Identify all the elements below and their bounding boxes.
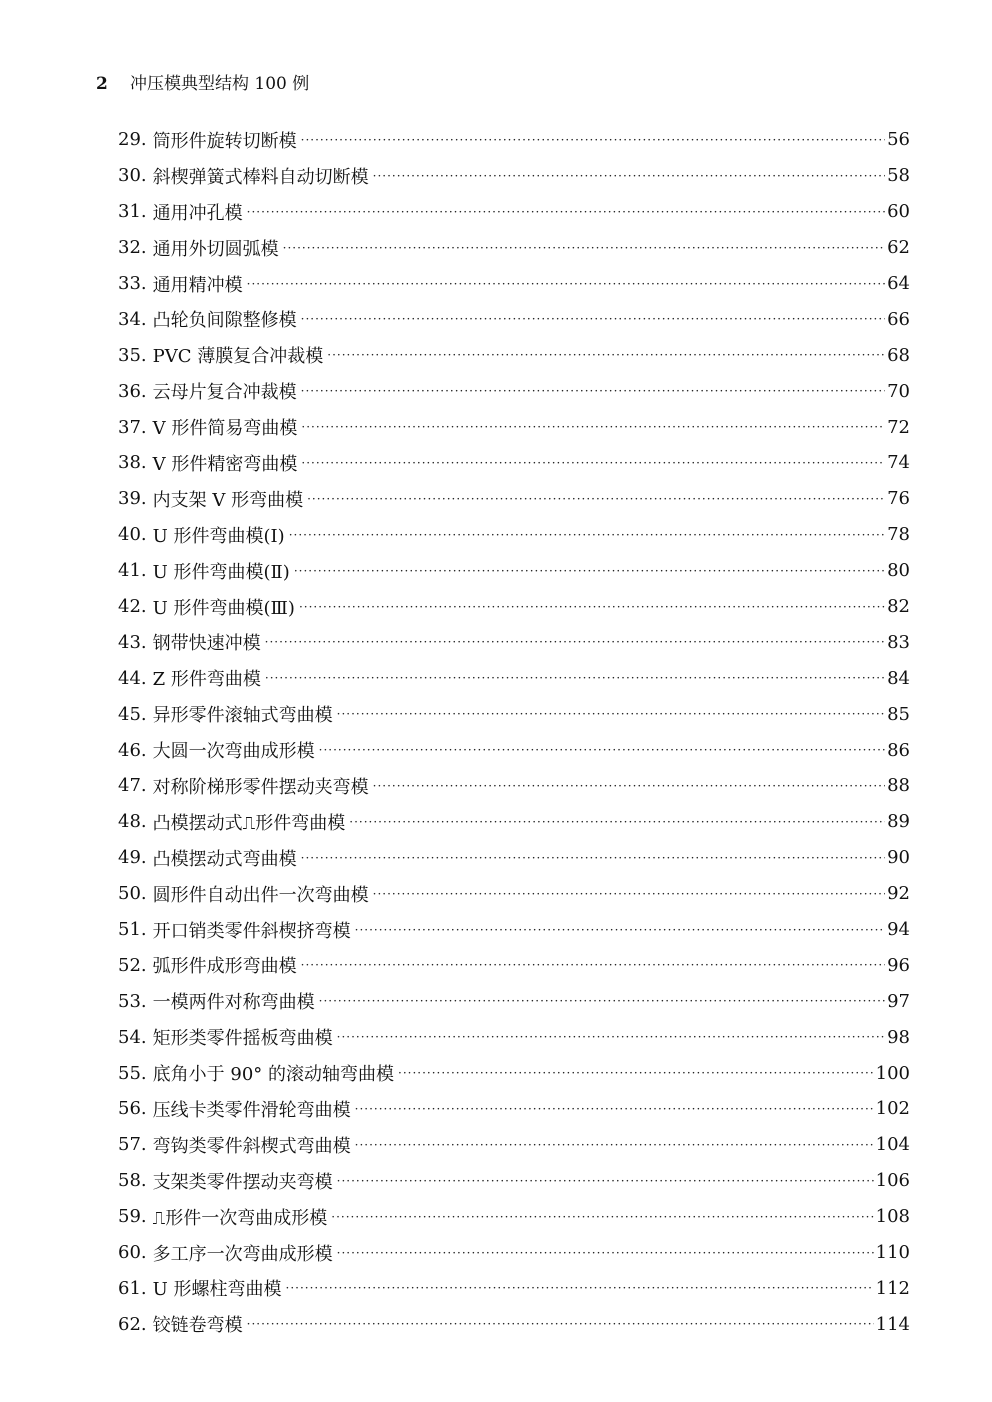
toc-entry-page: 104 [875, 1134, 910, 1156]
toc-entry[interactable] [118, 876, 910, 912]
toc-entry[interactable] [118, 1019, 910, 1055]
toc-entry-number: 59. [118, 1206, 147, 1228]
table-of-contents [118, 122, 910, 1342]
toc-entry-number: 49. [118, 847, 147, 869]
toc-entry-page: 100 [875, 1062, 910, 1084]
dot-leader [294, 564, 885, 578]
toc-entry-title: 一模两件对称弯曲模 [152, 992, 315, 1014]
toc-entry[interactable] [118, 517, 910, 553]
toc-entry-title: 通用外切圆弧模 [152, 238, 279, 260]
dot-leader [265, 671, 885, 685]
toc-entry-page: 66 [887, 308, 910, 330]
toc-entry-number: 31. [118, 201, 147, 223]
toc-entry-page: 94 [887, 919, 910, 941]
toc-entry[interactable] [118, 301, 910, 337]
toc-entry[interactable] [118, 840, 910, 876]
dot-leader [265, 635, 885, 649]
toc-entry-title: 底角小于 90° 的滚动轴弯曲模 [152, 1064, 394, 1086]
toc-entry-title: 开口销类零件斜楔挤弯模 [152, 920, 351, 942]
toc-entry[interactable] [118, 230, 910, 266]
dot-leader [398, 1066, 874, 1080]
toc-entry[interactable] [118, 732, 910, 768]
toc-entry-page: 108 [875, 1206, 910, 1228]
toc-entry-number: 60. [118, 1242, 147, 1264]
toc-entry-page: 68 [887, 344, 910, 366]
toc-entry[interactable] [118, 158, 910, 194]
toc-entry-number: 40. [118, 524, 147, 546]
dot-leader [337, 707, 885, 721]
toc-entry-title: 圆形件自动出件一次弯曲模 [152, 884, 369, 906]
dot-leader [301, 384, 885, 398]
page-number: 2 [96, 74, 108, 94]
toc-entry-title: 云母片复合冲裁模 [152, 382, 297, 404]
toc-entry[interactable] [118, 409, 910, 445]
toc-entry[interactable] [118, 373, 910, 409]
toc-entry-number: 51. [118, 919, 147, 941]
toc-entry-number: 54. [118, 1026, 147, 1048]
dot-leader [307, 492, 885, 506]
toc-entry-page: 86 [887, 739, 910, 761]
dot-leader [301, 133, 885, 147]
toc-entry-page: 112 [875, 1277, 910, 1299]
dot-leader [301, 958, 885, 972]
toc-entry-page: 64 [887, 273, 910, 294]
toc-entry-title: U 形螺柱弯曲模 [152, 1279, 282, 1301]
toc-entry[interactable] [118, 481, 910, 517]
toc-entry[interactable] [118, 194, 910, 230]
toc-entry-page: 80 [887, 560, 910, 582]
toc-entry[interactable] [118, 553, 910, 589]
toc-entry[interactable] [118, 445, 910, 481]
toc-entry-number: 38. [118, 452, 147, 474]
toc-entry-page: 114 [875, 1313, 910, 1335]
toc-entry[interactable] [118, 122, 910, 158]
toc-entry-page: 98 [887, 1026, 910, 1048]
toc-entry-page: 88 [887, 775, 910, 797]
dot-leader [283, 241, 885, 255]
toc-entry-number: 52. [118, 954, 147, 976]
toc-entry-title: 压线卡类零件滑轮弯曲模 [152, 1099, 351, 1121]
dot-leader [319, 743, 885, 757]
toc-entry[interactable] [118, 624, 910, 660]
dot-leader [373, 887, 885, 901]
toc-entry[interactable] [118, 1055, 910, 1091]
dot-leader [247, 277, 885, 291]
toc-entry-number: 50. [118, 883, 147, 905]
toc-entry-title: 筒形件旋转切断模 [152, 130, 297, 152]
toc-entry-title: 凸模摆动式⎍形件弯曲模 [152, 812, 346, 834]
toc-entry-number: 36. [118, 380, 147, 402]
toc-entry-page: 97 [887, 990, 910, 1012]
dot-leader [299, 600, 885, 614]
toc-entry[interactable] [118, 589, 910, 625]
toc-entry-page: 60 [887, 201, 910, 223]
toc-entry-number: 34. [118, 308, 147, 330]
toc-entry-page: 106 [875, 1170, 910, 1192]
dot-leader [337, 1246, 874, 1260]
toc-entry-page: 82 [887, 596, 910, 618]
toc-entry[interactable] [118, 947, 910, 983]
toc-entry-title: 矩形类零件摇板弯曲模 [152, 1028, 333, 1050]
toc-entry-number: 33. [118, 273, 147, 294]
toc-entry-number: 35. [118, 344, 147, 366]
dot-leader [373, 779, 885, 793]
toc-entry-number: 32. [118, 237, 147, 259]
toc-entry-page: 58 [887, 165, 910, 187]
toc-entry-number: 46. [118, 739, 147, 761]
toc-entry-title: 弧形件成形弯曲模 [152, 956, 297, 978]
toc-entry-page: 78 [887, 524, 910, 546]
toc-entry[interactable] [118, 1163, 910, 1199]
toc-entry-page: 92 [887, 883, 910, 905]
toc-entry[interactable] [118, 266, 910, 302]
toc-entry[interactable] [118, 1271, 910, 1307]
toc-entry-number: 61. [118, 1277, 147, 1299]
toc-entry-title: 通用精冲模 [152, 274, 243, 296]
toc-entry[interactable] [118, 768, 910, 804]
toc-entry-number: 41. [118, 560, 147, 582]
toc-entry-page: 96 [887, 954, 910, 976]
toc-entry-page: 70 [887, 380, 910, 402]
dot-leader [355, 923, 885, 937]
toc-entry-number: 47. [118, 775, 147, 797]
toc-entry[interactable] [118, 1127, 910, 1163]
toc-entry[interactable] [118, 804, 910, 840]
toc-entry-page: 90 [887, 847, 910, 869]
dot-leader [337, 1174, 874, 1188]
toc-entry-page: 74 [887, 452, 910, 474]
toc-entry-number: 57. [118, 1134, 147, 1156]
toc-entry[interactable] [118, 696, 910, 732]
dot-leader [327, 348, 885, 362]
dot-leader [355, 1102, 874, 1116]
toc-entry-title: V 形件精密弯曲模 [152, 453, 298, 475]
toc-entry-title: 弯钩类零件斜楔式弯曲模 [152, 1135, 351, 1157]
dot-leader [301, 456, 885, 470]
toc-entry-title: PVC 薄膜复合冲裁模 [152, 346, 324, 368]
toc-entry-title: Z 形件弯曲模 [152, 669, 261, 691]
toc-entry-page: 72 [887, 416, 910, 438]
toc-entry-number: 55. [118, 1062, 147, 1084]
toc-entry-page: 85 [887, 703, 910, 725]
page-header [96, 72, 309, 96]
dot-leader [247, 1317, 874, 1331]
toc-entry[interactable] [118, 912, 910, 948]
toc-entry-title: V 形件简易弯曲模 [152, 418, 298, 440]
toc-entry-page: 89 [887, 811, 910, 833]
toc-entry-title: U 形件弯曲模(Ⅲ) [152, 597, 295, 619]
dot-leader [373, 169, 885, 183]
toc-entry-number: 37. [118, 416, 147, 438]
toc-entry-number: 62. [118, 1313, 147, 1335]
toc-entry-number: 42. [118, 596, 147, 618]
toc-entry-page: 110 [875, 1242, 910, 1264]
toc-entry-page: 102 [875, 1098, 910, 1120]
dot-leader [301, 312, 885, 326]
book-title: 冲压模典型结构 100 例 [130, 74, 310, 94]
toc-entry-title: 内支架 V 形弯曲模 [152, 489, 304, 511]
toc-entry-number: 44. [118, 667, 147, 689]
dot-leader [289, 528, 885, 542]
dot-leader [319, 994, 885, 1008]
dot-leader [337, 1030, 885, 1044]
toc-entry-number: 48. [118, 811, 147, 833]
toc-entry[interactable] [118, 1199, 910, 1235]
toc-entry-title: 钢带快速冲模 [152, 633, 261, 655]
dot-leader [301, 420, 885, 434]
toc-entry-title: 凸轮负间隙整修模 [152, 310, 297, 332]
dot-leader [247, 205, 885, 219]
toc-entry-title: 斜楔弹簧式棒料自动切断模 [152, 166, 369, 188]
toc-entry-title: U 形件弯曲模(Ⅱ) [152, 561, 290, 583]
dot-leader [349, 815, 885, 829]
toc-entry-title: 支架类零件摆动夹弯模 [152, 1171, 333, 1193]
toc-entry-title: 凸模摆动式弯曲模 [152, 848, 297, 870]
toc-entry-title: U 形件弯曲模(Ⅰ) [152, 525, 285, 547]
toc-entry[interactable] [118, 660, 910, 696]
toc-entry-title: 通用冲孔模 [152, 202, 243, 224]
toc-entry-title: 大圆一次弯曲成形模 [152, 741, 315, 763]
toc-entry-title: 对称阶梯形零件摆动夹弯模 [152, 776, 369, 798]
toc-entry-number: 56. [118, 1098, 147, 1120]
toc-entry-page: 56 [887, 129, 910, 151]
toc-entry-number: 53. [118, 990, 147, 1012]
toc-entry[interactable] [118, 1306, 910, 1342]
toc-entry-page: 83 [887, 631, 910, 653]
toc-entry-number: 58. [118, 1170, 147, 1192]
toc-entry[interactable] [118, 983, 910, 1019]
toc-entry-title: 多工序一次弯曲成形模 [152, 1243, 333, 1265]
toc-entry-title: 铰链卷弯模 [152, 1315, 243, 1337]
dot-leader [331, 1210, 873, 1224]
toc-entry-title: ⎍形件一次弯曲成形模 [152, 1207, 328, 1229]
toc-entry[interactable] [118, 1091, 910, 1127]
toc-entry-number: 45. [118, 703, 147, 725]
toc-entry-number: 43. [118, 631, 147, 653]
toc-entry-number: 30. [118, 165, 147, 187]
toc-entry-page: 62 [887, 237, 910, 259]
toc-entry-page: 84 [887, 667, 910, 689]
toc-entry-page: 76 [887, 488, 910, 510]
toc-entry-number: 39. [118, 488, 147, 510]
toc-entry-title: 异形零件滚轴式弯曲模 [152, 705, 333, 727]
toc-entry[interactable] [118, 1235, 910, 1271]
toc-entry-number: 29. [118, 129, 147, 151]
toc-entry[interactable] [118, 337, 910, 373]
dot-leader [301, 851, 885, 865]
dot-leader [286, 1281, 874, 1295]
dot-leader [355, 1138, 874, 1152]
